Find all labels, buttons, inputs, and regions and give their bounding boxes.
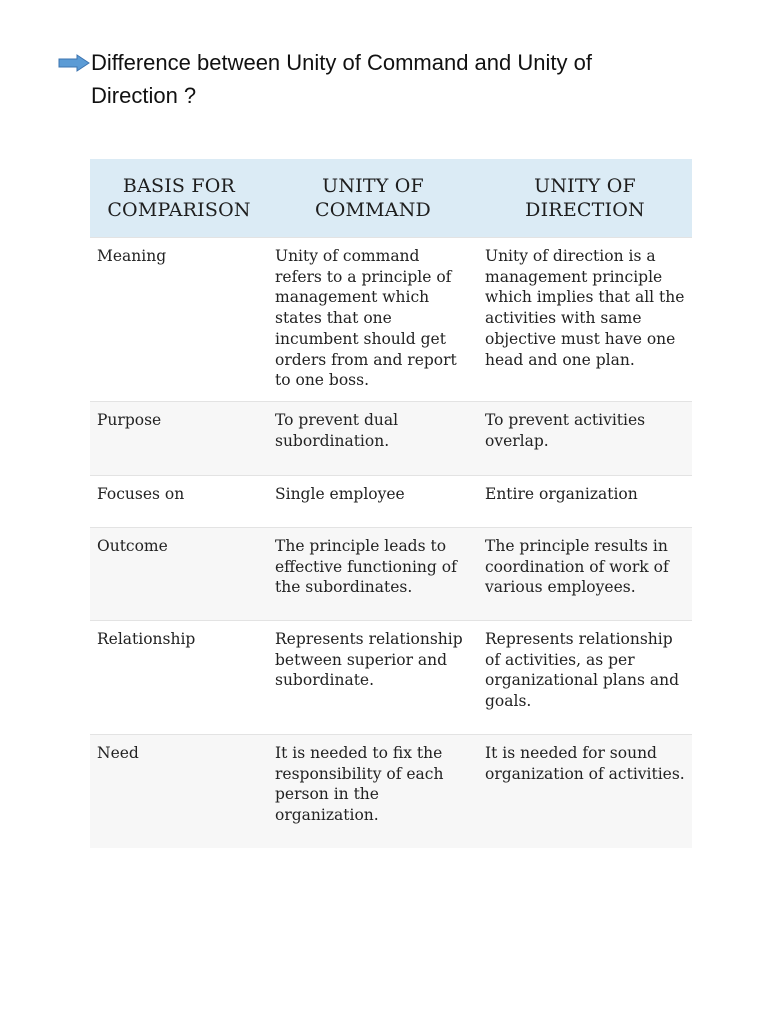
table-row (90, 475, 692, 527)
cell-command: Represents relationship between superior and subordinate. (268, 620, 478, 734)
comparison-table (90, 159, 692, 848)
table-row (90, 620, 692, 734)
comparison-table-container (90, 159, 692, 848)
cell-basis: Outcome (90, 527, 268, 620)
arrow-shape (59, 55, 89, 71)
cell-command: To prevent dual subordination. (268, 401, 478, 475)
cell-basis: Meaning (90, 238, 268, 402)
cell-basis: Need (90, 734, 268, 848)
cell-basis: Relationship (90, 620, 268, 734)
cell-direction: It is needed for sound organization of activities. (478, 734, 692, 848)
table-row (90, 401, 692, 475)
cell-direction: To prevent activities overlap. (478, 401, 692, 475)
heading-line-2: Direction ? (91, 83, 197, 108)
table-header-row (90, 159, 692, 238)
heading-line-1: Difference between Unity of Command and Unity of (91, 50, 592, 75)
right-arrow-icon (58, 54, 90, 72)
cell-basis: Purpose (90, 401, 268, 475)
cell-basis: Focuses on (90, 475, 268, 527)
cell-command: The principle leads to effective functioning of the subordinates. (268, 527, 478, 620)
header-basis: BASIS FOR COMPARISON (90, 159, 268, 238)
cell-command: It is needed to fix the responsibility of each person in the organization. (268, 734, 478, 848)
cell-command: Unity of command refers to a principle of management which states that one incumbent should get orders from and report to one boss. (268, 238, 478, 402)
cell-direction: Represents relationship of activities, as per organizational plans and goals. (478, 620, 692, 734)
page-heading (58, 46, 678, 112)
cell-direction: Unity of direction is a management principle which implies that all the activities with same objective must have one head and one plan. (478, 238, 692, 402)
table-row (90, 734, 692, 848)
table-row (90, 527, 692, 620)
cell-command: Single employee (268, 475, 478, 527)
table-row (90, 238, 692, 402)
cell-direction: The principle results in coordination of work of various employees. (478, 527, 692, 620)
header-unity-of-command: UNITY OF COMMAND (268, 159, 478, 238)
cell-direction: Entire organization (478, 475, 692, 527)
header-unity-of-direction: UNITY OF DIRECTION (478, 159, 692, 238)
